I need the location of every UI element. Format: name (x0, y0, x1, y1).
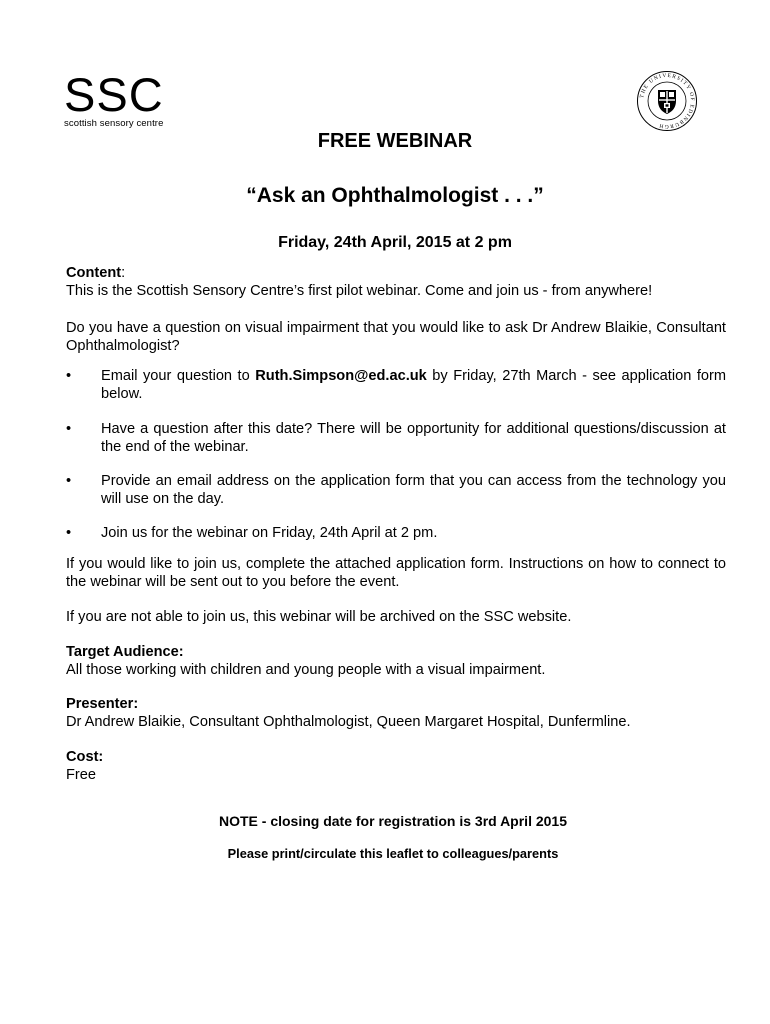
content-intro: This is the Scottish Sensory Centre’s first pilot webinar. Come and join us - from anywhere! (66, 283, 653, 299)
bullet-1-after: by Friday, 27th March - see application form below. (101, 368, 727, 402)
cost-text: Free (66, 767, 97, 783)
closing-date-note: NOTE - closing date for registration is 3rd April 2015 (218, 813, 567, 829)
ssc-logo-subtitle: scottish sensory centre (64, 118, 164, 129)
presenter-section (66, 695, 726, 731)
target-audience-text: All those working with children and young people with a visual impairment. (66, 662, 546, 678)
content-heading-label: Content (66, 265, 122, 281)
crest-graphic (636, 70, 698, 132)
question-paragraph: Do you have a question on visual impairment that you would like to ask Dr Andrew Blaikie, Consultant Ophthalmologist? (66, 320, 726, 354)
bullet-symbol: • (66, 368, 72, 384)
bullet-symbol: • (66, 421, 72, 437)
university-crest-icon (636, 70, 698, 132)
bullet-2-text: Have a question after this date? There will be opportunity for additional questions/discussion at the end of the webinar. (101, 421, 726, 455)
bullet-list-item-3 (66, 472, 726, 508)
presenter-text: Dr Andrew Blaikie, Consultant Ophthalmologist, Queen Margaret Hospital, Dunfermline. (66, 714, 631, 730)
circulate-note: Please print/circulate this leaflet to colleagues/parents (227, 846, 559, 861)
bullet-3-text: Provide an email address on the application form that you can access from the technology you will use on the day. (101, 473, 726, 507)
bullet-list-item-2 (66, 420, 726, 456)
bullet-list-item-4 (66, 524, 726, 542)
webinar-title: “Ask an Ophthalmologist . . .” (246, 184, 544, 207)
content-heading (66, 264, 726, 282)
join-paragraph: If you would like to join us, complete the attached application form. Instructions on how to connect to the webinar will be sent out to you before the event. (66, 556, 726, 590)
cost-section (66, 748, 726, 784)
bullet-4-text: Join us for the webinar on Friday, 24th April at 2 pm. (101, 525, 438, 541)
bullet-1-before: Email your question to (101, 368, 256, 384)
presenter-heading: Presenter: (66, 696, 139, 712)
content-heading-colon: : (121, 265, 126, 281)
list-item (66, 472, 726, 508)
target-audience-section (66, 643, 726, 679)
webinar-date: Friday, 24th April, 2015 at 2 pm (278, 234, 512, 251)
bullet-symbol: • (66, 525, 72, 541)
crest-ring-text: THE UNIVERSITY OF EDINBURGH (639, 72, 696, 130)
list-item (66, 367, 726, 403)
bullet-list-item-1 (66, 367, 726, 403)
bullet-symbol: • (66, 473, 72, 489)
ssc-logo-letters: SSC (64, 68, 164, 121)
flyer-title: FREE WEBINAR (317, 130, 473, 152)
ssc-logo (64, 68, 184, 129)
archive-paragraph: If you are not able to join us, this webinar will be archived on the SSC website. (66, 609, 572, 625)
contact-email-link[interactable]: Ruth.Simpson@ed.ac.uk (255, 368, 427, 384)
cost-heading: Cost: (66, 749, 104, 765)
target-audience-heading: Target Audience: (66, 644, 184, 660)
list-item (66, 524, 726, 542)
list-item (66, 420, 726, 456)
